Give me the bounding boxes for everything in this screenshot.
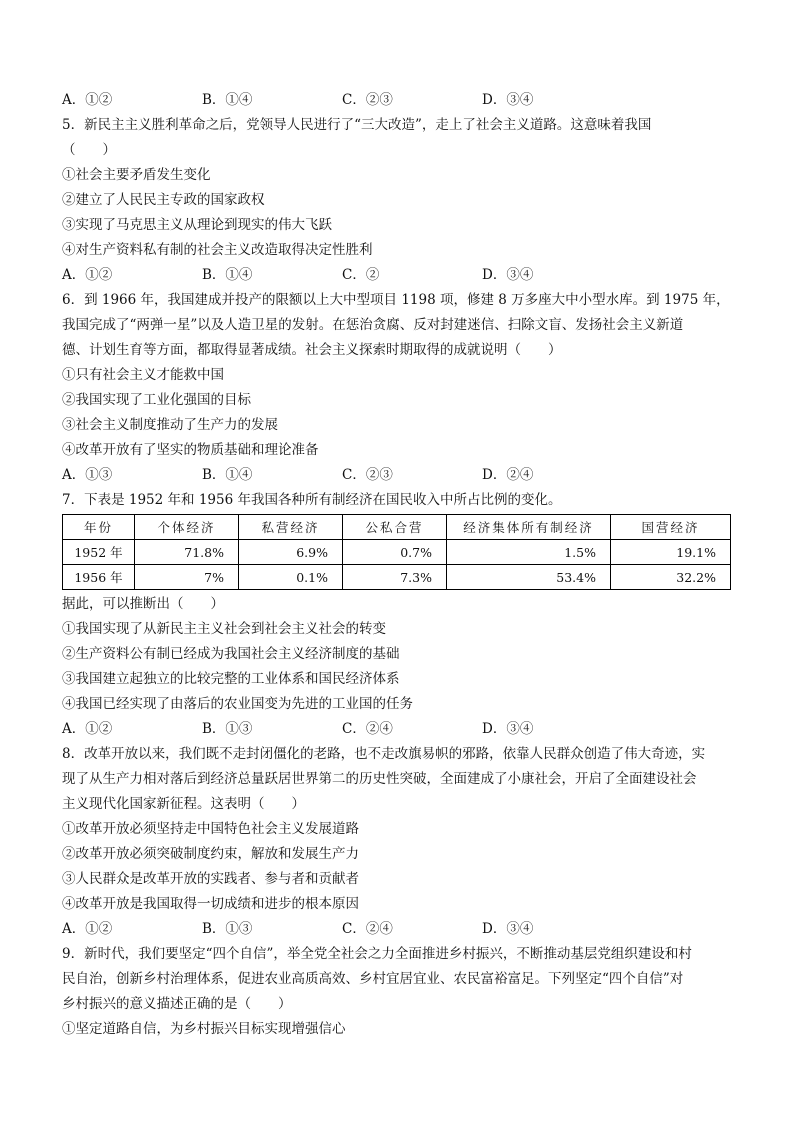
table-header-cell: 个体经济 (135, 515, 239, 540)
q8-option-b[interactable]: B．①③ (202, 921, 253, 937)
q8-stem-line-2: 现了从生产力相对落后到经济总量跃居世界第二的历史性突破，全面建成了小康社会，开启了全面建设社会 (62, 771, 697, 787)
table-header-cell: 经济集体所有制经济 (447, 515, 611, 540)
q5-options (62, 263, 734, 288)
q6-option-c[interactable]: C．②③ (342, 467, 393, 483)
q5-item-2: ②建立了人民民主专政的国家政权 (62, 192, 265, 208)
exam-page (62, 88, 734, 1042)
q6-item-1: ①只有社会主义才能救中国 (62, 367, 224, 383)
q9-stem-line-2: 民自治，创新乡村治理体系，促进农业高质高效、乡村宜居宜业、农民富裕富足。下列坚定“四个自信”对 (62, 971, 684, 987)
q6-stem-line-1: 6．到 1966 年，我国建成并投产的限额以上大中型项目 1198 项，修建 8 万多座大中小型水库。到 1975 年， (62, 292, 730, 308)
table-header-cell: 年份 (63, 515, 135, 540)
q9-stem-line-3: 乡村振兴的意义描述正确的是（ ） (62, 996, 292, 1012)
q5-item-4: ④对生产资料私有制的社会主义改造取得决定性胜利 (62, 242, 373, 258)
q8-option-d[interactable]: D．③④ (482, 921, 534, 937)
q7-option-a[interactable]: A．①② (62, 721, 113, 737)
q7-options (62, 717, 734, 742)
q7-item-2: ②生产资料公有制已经成为我国社会主义经济制度的基础 (62, 646, 400, 662)
table-row (63, 565, 731, 590)
question-9 (62, 942, 734, 1042)
q6-stem-line-2: 我国完成了“两弹一星”以及人造卫星的发射。在惩治贪腐、反对封建迷信、扫除文盲、发扬社会主义新道 (62, 317, 684, 333)
q5-item-1: ①社会主要矛盾发生变化 (62, 167, 211, 183)
q5-option-b[interactable]: B．①④ (202, 267, 253, 283)
q7-item-3: ③我国建立起独立的比较完整的工业体系和国民经济体系 (62, 671, 400, 687)
table-cell: 0.7% (343, 540, 447, 565)
q5-stem-line-1: 5．新民主主义胜利革命之后，党领导人民进行了“三大改造”，走上了社会主义道路。这意味着我国 (62, 117, 652, 133)
q7-item-1: ①我国实现了从新民主主义社会到社会主义社会的转变 (62, 621, 386, 637)
q6-option-d[interactable]: D．②④ (482, 467, 534, 483)
q6-option-b[interactable]: B．①④ (202, 467, 253, 483)
table-cell: 6.9% (239, 540, 343, 565)
q5-option-a[interactable]: A．①② (62, 267, 113, 283)
income-share-table (62, 514, 731, 590)
table-cell: 1952 年 (63, 540, 135, 565)
q7-item-4: ④我国已经实现了由落后的农业国变为先进的工业国的任务 (62, 696, 413, 712)
q8-item-4: ④改革开放是我国取得一切成绩和进步的根本原因 (62, 896, 359, 912)
q5-stem-line-2: （ ） (62, 142, 116, 158)
table-cell: 7% (135, 565, 239, 590)
q7-option-b[interactable]: B．①③ (202, 721, 253, 737)
q4-option-b[interactable]: B．①④ (202, 92, 253, 108)
table-cell: 71.8% (135, 540, 239, 565)
q7-option-d[interactable]: D．③④ (482, 721, 534, 737)
table-cell: 1.5% (447, 540, 611, 565)
table-cell: 19.1% (611, 540, 731, 565)
q4-option-d[interactable]: D．③④ (482, 92, 534, 108)
q8-item-1: ①改革开放必须坚持走中国特色社会主义发展道路 (62, 821, 359, 837)
q5-item-3: ③实现了马克思主义从理论到现实的伟大飞跃 (62, 217, 332, 233)
q6-option-a[interactable]: A．①③ (62, 467, 113, 483)
table-cell: 0.1% (239, 565, 343, 590)
q7-follow-up: 据此，可以推断出（ ） (62, 596, 224, 612)
q8-option-a[interactable]: A．①② (62, 921, 113, 937)
question-5 (62, 113, 734, 288)
q5-option-c[interactable]: C．② (342, 267, 380, 283)
q8-item-2: ②改革开放必须突破制度约束，解放和发展生产力 (62, 846, 359, 862)
q4-option-c[interactable]: C．②③ (342, 92, 393, 108)
table-header-row (63, 515, 731, 540)
q8-item-3: ③人民群众是改革开放的实践者、参与者和贡献者 (62, 871, 359, 887)
table-row (63, 540, 731, 565)
table-cell: 32.2% (611, 565, 731, 590)
q4-option-a[interactable]: A．①② (62, 92, 113, 108)
q9-stem-line-1: 9．新时代，我们要坚定“四个自信”，举全党全社会之力全面推进乡村振兴，不断推动基层党组织建设和村 (62, 946, 692, 962)
q8-options (62, 917, 734, 942)
q8-stem-line-1: 8．改革开放以来，我们既不走封闭僵化的老路，也不走改旗易帜的邪路，依靠人民群众创造了伟大奇迹，实 (62, 746, 706, 762)
question-8 (62, 742, 734, 942)
table-header-cell: 国营经济 (611, 515, 731, 540)
q8-option-c[interactable]: C．②④ (342, 921, 393, 937)
question-7 (62, 488, 734, 742)
table-header-cell: 私营经济 (239, 515, 343, 540)
question-6 (62, 288, 734, 488)
q6-item-3: ③社会主义制度推动了生产力的发展 (62, 417, 278, 433)
q4-options (62, 88, 734, 113)
q6-options (62, 463, 734, 488)
q9-item-1: ①坚定道路自信，为乡村振兴目标实现增强信心 (62, 1021, 346, 1037)
q8-stem-line-3: 主义现代化国家新征程。这表明（ ） (62, 796, 305, 812)
q6-stem-line-3: 德、计划生育等方面，都取得显著成绩。社会主义探索时期取得的成就说明（ ） (62, 342, 562, 358)
q6-item-4: ④改革开放有了坚实的物质基础和理论准备 (62, 442, 319, 458)
q6-item-2: ②我国实现了工业化强国的目标 (62, 392, 251, 408)
table-cell: 1956 年 (63, 565, 135, 590)
table-header-cell: 公私合营 (343, 515, 447, 540)
table-cell: 7.3% (343, 565, 447, 590)
table-cell: 53.4% (447, 565, 611, 590)
q5-option-d[interactable]: D．③④ (482, 267, 534, 283)
q7-option-c[interactable]: C．②④ (342, 721, 393, 737)
q7-stem: 7．下表是 1952 年和 1956 年我国各种所有制经济在国民收入中所占比例的变化。 (62, 492, 562, 508)
